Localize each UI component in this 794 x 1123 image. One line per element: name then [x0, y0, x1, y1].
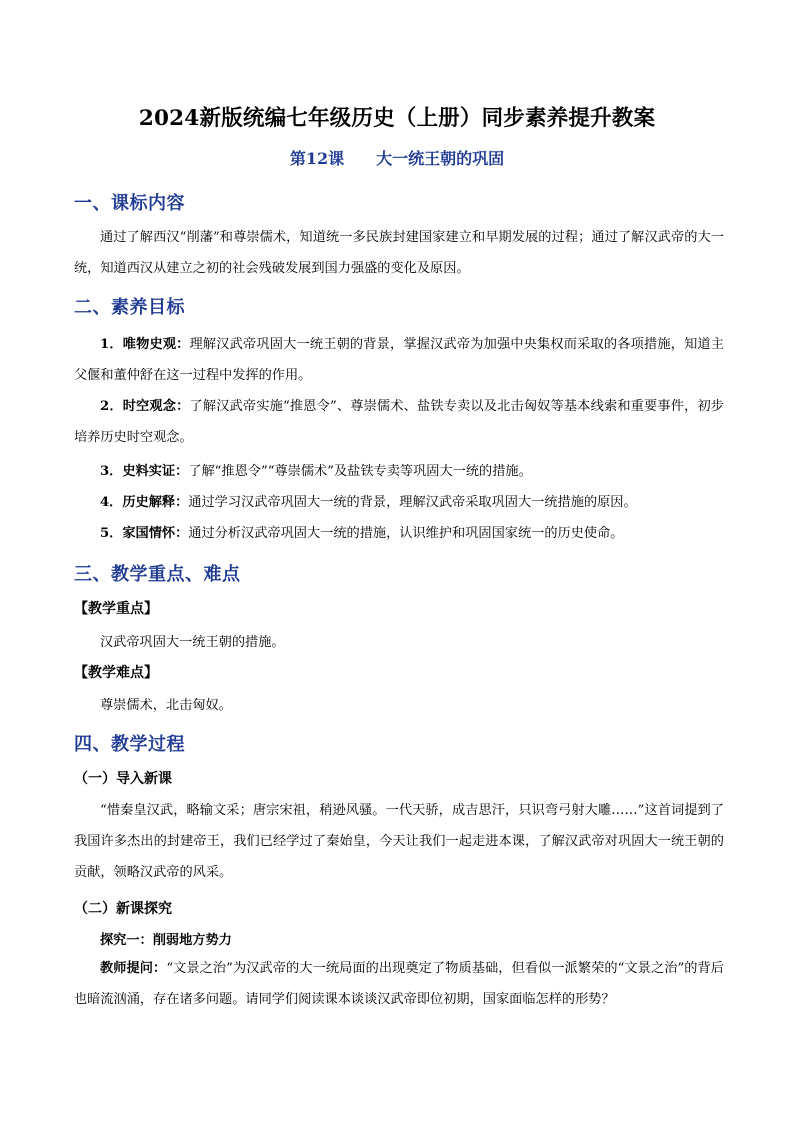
- intro-label: （一）导入新课: [74, 771, 172, 787]
- key-point-text: 汉武帝巩固大一统王朝的措施。: [100, 635, 285, 650]
- section-heading-standards: 一、课标内容: [74, 193, 185, 214]
- difficulty-label: 【教学难点】: [74, 665, 158, 681]
- intro-paragraph: “惜秦皇汉武，略输文采；唐宗宋祖，稍逊风骚。一代天骄，成吉思汗，只识弯弓射大雕……”这首词提到了我国许多杰出的封建帝王，我们已经学过了秦始皇，今天让我们一起走进本课，了解汉武帝对巩固大一统王朝的贡献，领略汉武帝的风采。: [74, 803, 724, 880]
- goal-label: 2．时空观念：: [100, 399, 190, 414]
- goal-label: 5．家国情怀：: [100, 526, 189, 541]
- goal-item: [74, 456, 724, 487]
- goal-text: 了解汉武帝实施“推恩令”、尊崇儒术、盐铁专卖以及北击匈奴等基本线索和重要事件，初步培养历史时空观念。: [74, 399, 724, 445]
- teacher-question: [74, 953, 724, 1015]
- goal-text: 理解汉武帝巩固大一统王朝的背景，掌握汉武帝为加强中央集权而采取的各项措施，知道主父偃和董仲舒在这一过程中发挥的作用。: [74, 337, 724, 383]
- goal-label: 1．唯物史观：: [100, 337, 190, 352]
- lesson-number: 第12课: [289, 149, 345, 168]
- goal-text: 通过分析汉武帝巩固大一统的措施，认识维护和巩固国家统一的历史使命。: [188, 526, 624, 541]
- goal-text: 了解“推恩令”“尊崇儒术”及盐铁专卖等巩固大一统的措施。: [188, 464, 532, 479]
- standards-paragraph: 通过了解西汉“削藩”和尊崇儒术，知道统一多民族封建国家建立和早期发展的过程；通过了解汉武帝的大一统，知道西汉从建立之初的社会残破发展到国力强盛的变化及原因。: [74, 230, 724, 276]
- section-heading-focus: 三、教学重点、难点: [74, 564, 241, 585]
- goal-label: 4．历史解释：: [100, 495, 189, 510]
- key-point-label: 【教学重点】: [74, 601, 158, 617]
- lesson-title: 大一统王朝的巩固: [376, 149, 505, 168]
- teacher-text: “文景之治”为汉武帝的大一统局面的出现奠定了物质基础，但看似一派繁荣的“文景之治”的背后也暗流汹涌，存在诸多问题。请同学们阅读课本谈谈汉武帝即位初期，国家面临怎样的形势？: [74, 961, 724, 1007]
- goal-item: [74, 487, 724, 518]
- explore-label: （二）新课探究: [74, 901, 172, 917]
- section-heading-process: 四、教学过程: [74, 734, 185, 755]
- goal-label: 3．史料实证：: [100, 464, 189, 479]
- goal-item: [74, 329, 724, 391]
- document-title: 2024新版统编七年级历史（上册）同步素养提升教案: [138, 106, 656, 131]
- goal-text: 通过学习汉武帝巩固大一统的背景，理解汉武帝采取巩固大一统措施的原因。: [188, 495, 637, 510]
- lesson-heading: [0, 146, 794, 169]
- section-heading-goals: 二、素养目标: [74, 297, 185, 318]
- difficulty-text: 尊崇儒术，北击匈奴。: [100, 698, 232, 713]
- explore-topic: 探究一：削弱地方势力: [100, 933, 232, 948]
- goal-item: [74, 391, 724, 453]
- goal-item: [74, 518, 724, 549]
- teacher-label: 教师提问：: [100, 961, 167, 976]
